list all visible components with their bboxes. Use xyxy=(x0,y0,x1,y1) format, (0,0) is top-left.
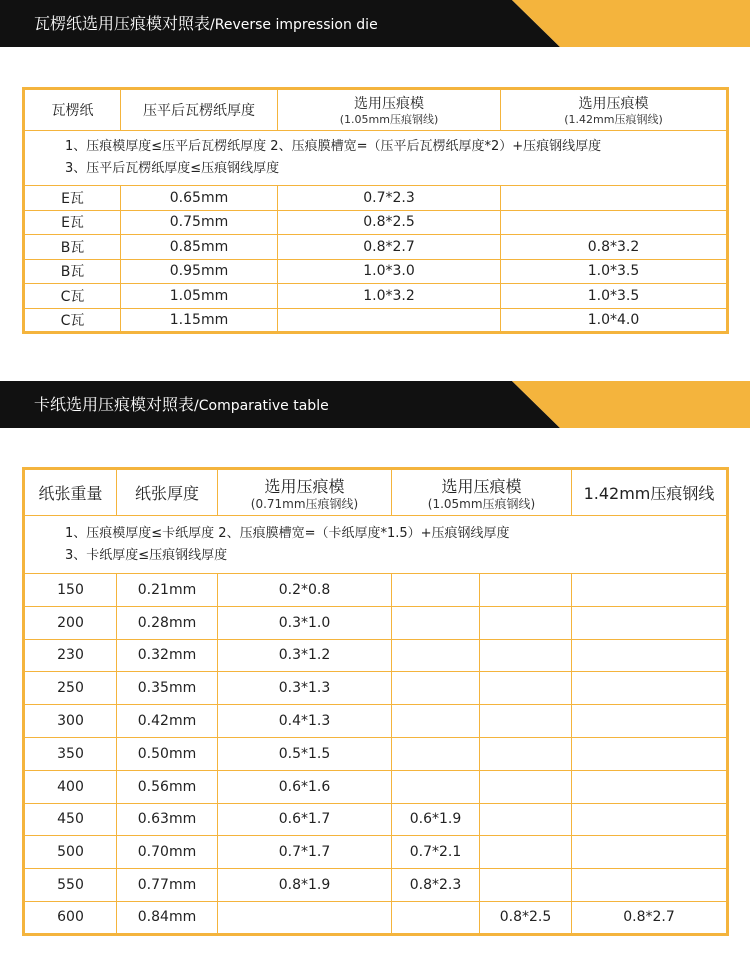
table-cell: 0.63mm xyxy=(117,803,218,836)
table-cell xyxy=(501,186,728,211)
section2-banner xyxy=(0,381,750,428)
table-cell: 0.8*2.5 xyxy=(278,210,501,235)
table-cell xyxy=(480,606,572,639)
table-cell xyxy=(480,737,572,770)
table-cell xyxy=(572,869,728,902)
table-cell xyxy=(480,770,572,803)
table-cell: 0.6*1.6 xyxy=(218,770,392,803)
table-cell xyxy=(392,901,480,934)
corrugated-table xyxy=(22,87,729,334)
header-thickness: 压平后瓦楞纸厚度 xyxy=(121,89,278,131)
note-line: 1、压痕模厚度≤压平后瓦楞纸厚度 2、压痕膜槽宽=（压平后瓦楞纸厚度*2）+压痕钢线厚度 xyxy=(65,139,602,154)
table-row xyxy=(24,672,728,705)
table-cell: 550 xyxy=(24,869,117,902)
section1-title-cn: 瓦楞纸选用压痕模对照表 xyxy=(34,14,211,33)
table-row xyxy=(24,210,728,235)
table-cell: 0.8*2.7 xyxy=(278,235,501,260)
table-cell: 230 xyxy=(24,639,117,672)
table-cell xyxy=(572,770,728,803)
table-row xyxy=(24,259,728,284)
note-row xyxy=(24,516,728,574)
table-cell: 0.3*1.2 xyxy=(218,639,392,672)
table-cell: 0.8*1.9 xyxy=(218,869,392,902)
table-cell xyxy=(572,639,728,672)
table-cell: 1.0*3.5 xyxy=(501,284,728,309)
section2-title-cn: 卡纸选用压痕模对照表 xyxy=(34,395,195,414)
table-row xyxy=(24,639,728,672)
table-cell: 1.0*4.0 xyxy=(501,308,728,333)
table-cell: 0.42mm xyxy=(117,705,218,738)
table-cell: 600 xyxy=(24,901,117,934)
table-cell: C瓦 xyxy=(24,284,121,309)
table-cell: 0.50mm xyxy=(117,737,218,770)
table-row xyxy=(24,869,728,902)
table-cell: E瓦 xyxy=(24,186,121,211)
table-cell: 0.7*2.3 xyxy=(278,186,501,211)
cardboard-table xyxy=(22,467,729,936)
table-cell xyxy=(392,705,480,738)
table-cell: 0.32mm xyxy=(117,639,218,672)
table-cell xyxy=(480,639,572,672)
table-cell: 0.8*3.2 xyxy=(501,235,728,260)
table-cell: 0.75mm xyxy=(121,210,278,235)
table-cell: 1.0*3.0 xyxy=(278,259,501,284)
table-row xyxy=(24,803,728,836)
table-cell: 0.3*1.0 xyxy=(218,606,392,639)
table-cell: 0.65mm xyxy=(121,186,278,211)
table-cell: 1.15mm xyxy=(121,308,278,333)
table-cell xyxy=(392,672,480,705)
table-cell: 0.21mm xyxy=(117,574,218,607)
table-row xyxy=(24,284,728,309)
table-cell xyxy=(480,869,572,902)
table-cell: 200 xyxy=(24,606,117,639)
table-cell: 0.28mm xyxy=(117,606,218,639)
table-cell: 0.77mm xyxy=(117,869,218,902)
note-line: 3、卡纸厚度≤压痕钢线厚度 xyxy=(65,547,228,563)
header-die-071-sub: (0.71mm压痕钢线) xyxy=(250,497,359,511)
table-cell xyxy=(392,737,480,770)
table-cell: 250 xyxy=(24,672,117,705)
table-cell xyxy=(572,672,728,705)
table-cell: 0.70mm xyxy=(117,836,218,869)
table-cell xyxy=(572,705,728,738)
table-row xyxy=(24,705,728,738)
header-die-142-sub: (1.42mm压痕钢线) xyxy=(564,113,663,126)
table-cell xyxy=(392,639,480,672)
table-cell: 0.85mm xyxy=(121,235,278,260)
header-wire-142: 1.42mm压痕钢线 xyxy=(572,469,728,516)
table-cell: 0.3*1.3 xyxy=(218,672,392,705)
section1-title-en: /Reverse impression die xyxy=(210,17,378,33)
note-row xyxy=(24,131,728,186)
header-die-105-sub: (1.05mm压痕钢线) xyxy=(427,497,536,511)
table-cell: 300 xyxy=(24,705,117,738)
table-cell: 0.7*2.1 xyxy=(392,836,480,869)
table-cell xyxy=(480,836,572,869)
table-cell: 0.6*1.9 xyxy=(392,803,480,836)
header-die-105-label: 选用压痕模 xyxy=(354,96,424,112)
table-cell xyxy=(572,606,728,639)
section2-title xyxy=(34,381,329,430)
table-cell: 1.05mm xyxy=(121,284,278,309)
table-cell: 0.5*1.5 xyxy=(218,737,392,770)
header-die-105-label: 选用压痕模 xyxy=(441,477,522,496)
header-die-142 xyxy=(501,89,728,131)
table-cell xyxy=(572,737,728,770)
table-row xyxy=(24,574,728,607)
table-cell xyxy=(392,574,480,607)
table-cell xyxy=(572,836,728,869)
table-cell: 0.8*2.7 xyxy=(572,901,728,934)
table-cell: 0.2*0.8 xyxy=(218,574,392,607)
header-die-105 xyxy=(278,89,501,131)
note-cell xyxy=(24,131,728,186)
table-cell xyxy=(218,901,392,934)
table-cell: 0.7*1.7 xyxy=(218,836,392,869)
table-cell: 0.8*2.5 xyxy=(480,901,572,934)
table-row xyxy=(24,901,728,934)
table-cell: 0.56mm xyxy=(117,770,218,803)
table-header-row xyxy=(24,469,728,516)
section2-title-en: /Comparative table xyxy=(194,398,329,414)
header-paper-type: 瓦楞纸 xyxy=(24,89,121,131)
table-cell: 1.0*3.2 xyxy=(278,284,501,309)
table-cell: B瓦 xyxy=(24,235,121,260)
table-cell xyxy=(392,770,480,803)
table-row xyxy=(24,186,728,211)
table-cell xyxy=(278,308,501,333)
table-row xyxy=(24,235,728,260)
table-row xyxy=(24,737,728,770)
header-thickness: 纸张厚度 xyxy=(117,469,218,516)
table-cell: 450 xyxy=(24,803,117,836)
table-cell: 1.0*3.5 xyxy=(501,259,728,284)
table-cell: 0.6*1.7 xyxy=(218,803,392,836)
header-die-105 xyxy=(392,469,572,516)
table-cell: 0.35mm xyxy=(117,672,218,705)
header-weight: 纸张重量 xyxy=(24,469,117,516)
table-cell: 0.4*1.3 xyxy=(218,705,392,738)
table-cell: 0.95mm xyxy=(121,259,278,284)
note-cell xyxy=(24,516,728,574)
table-row xyxy=(24,308,728,333)
table-cell xyxy=(392,606,480,639)
header-die-071 xyxy=(218,469,392,516)
note-line: 3、压平后瓦楞纸厚度≤压痕钢线厚度 xyxy=(65,161,280,176)
table-cell: 0.8*2.3 xyxy=(392,869,480,902)
table-cell xyxy=(572,574,728,607)
table-cell: 350 xyxy=(24,737,117,770)
table-row xyxy=(24,606,728,639)
table-cell: 0.84mm xyxy=(117,901,218,934)
table-cell: 500 xyxy=(24,836,117,869)
table-cell: B瓦 xyxy=(24,259,121,284)
table-cell xyxy=(572,803,728,836)
header-die-071-label: 选用压痕模 xyxy=(264,477,345,496)
table-cell xyxy=(480,574,572,607)
table-cell: C瓦 xyxy=(24,308,121,333)
table-row xyxy=(24,770,728,803)
table-cell xyxy=(480,672,572,705)
header-die-142-label: 选用压痕模 xyxy=(578,96,649,112)
table-cell: E瓦 xyxy=(24,210,121,235)
table-row xyxy=(24,836,728,869)
note-line: 1、压痕模厚度≤卡纸厚度 2、压痕膜槽宽=（卡纸厚度*1.5）+压痕钢线厚度 xyxy=(65,525,510,541)
table-cell xyxy=(501,210,728,235)
table-cell xyxy=(480,803,572,836)
table-cell: 400 xyxy=(24,770,117,803)
header-die-105-sub: (1.05mm压痕钢线) xyxy=(339,113,439,126)
table-header-row xyxy=(24,89,728,131)
section1-title xyxy=(34,0,378,49)
section1-banner xyxy=(0,0,750,47)
table-cell: 150 xyxy=(24,574,117,607)
table-cell xyxy=(480,705,572,738)
